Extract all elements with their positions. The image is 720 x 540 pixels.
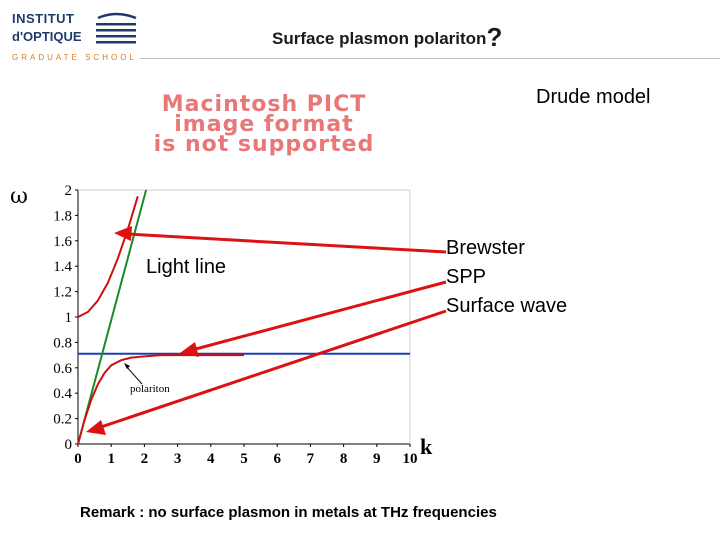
y-tick-label: 1.4	[53, 259, 72, 276]
label-brewster: Brewster	[446, 237, 525, 259]
label-spp: SPP	[446, 266, 487, 288]
y-axis-symbol: ω	[10, 184, 28, 209]
y-tick-label: 1.2	[53, 284, 72, 301]
annotation-pointer-head-icon	[124, 363, 130, 369]
y-tick-label: 0.8	[53, 335, 72, 352]
x-tick-label: 0	[74, 451, 82, 467]
light-line-label: Light line	[146, 256, 227, 278]
surface-wave-arrowhead-icon	[86, 420, 106, 435]
slide-title-text: Surface plasmon polariton	[272, 29, 487, 48]
x-tick-label: 9	[373, 451, 381, 467]
x-tick-label: 5	[240, 451, 248, 467]
brewster-arrowhead-icon	[114, 226, 132, 241]
x-tick-label: 6	[273, 451, 281, 467]
x-tick-label: 1	[107, 451, 115, 467]
x-axis-symbol: k	[420, 434, 433, 459]
annotation-label: polariton	[130, 383, 170, 395]
x-tick-label: 10	[402, 451, 418, 467]
placeholder-line-2: image format	[174, 112, 354, 137]
label-surface-wave: Surface wave	[446, 295, 568, 317]
y-tick-label: 0.4	[53, 386, 72, 403]
y-tick-label: 2	[64, 183, 72, 199]
x-tick-label: 3	[173, 451, 182, 467]
remark-text: Remark : no surface plasmon in metals at THz frequencies	[80, 504, 497, 521]
y-tick-label: 1.6	[53, 233, 72, 250]
x-tick-label: 4	[207, 451, 215, 467]
mode-labels	[446, 234, 567, 321]
polariton-annotation	[124, 363, 170, 395]
logo-line-2: d'OPTIQUE	[12, 29, 82, 44]
spp-arrow	[192, 282, 446, 350]
x-tick-label: 7	[306, 451, 315, 467]
logo-line-3: GRADUATE SCHOOL	[12, 53, 137, 62]
y-tick-label: 0.2	[53, 411, 72, 428]
y-tick-label: 1.8	[53, 208, 72, 225]
logo-line-1: INSTITUT	[12, 11, 75, 26]
x-tick-label: 2	[140, 451, 149, 467]
label-arrows	[86, 226, 446, 435]
annotation-pointer	[126, 366, 142, 384]
placeholder-line-3: is not supported	[153, 132, 375, 156]
x-ticks	[74, 444, 417, 467]
y-tick-label: 0.6	[53, 360, 72, 377]
slide-title-mark: ?	[486, 22, 503, 52]
y-ticks	[53, 183, 78, 453]
model-label: Drude model	[536, 86, 651, 108]
y-tick-label: 1	[64, 310, 72, 326]
y-tick-label: 0	[64, 437, 72, 453]
placeholder-line-1: Macintosh PICT	[161, 92, 367, 117]
brewster-arrow	[126, 234, 446, 252]
x-tick-label: 8	[339, 451, 348, 467]
